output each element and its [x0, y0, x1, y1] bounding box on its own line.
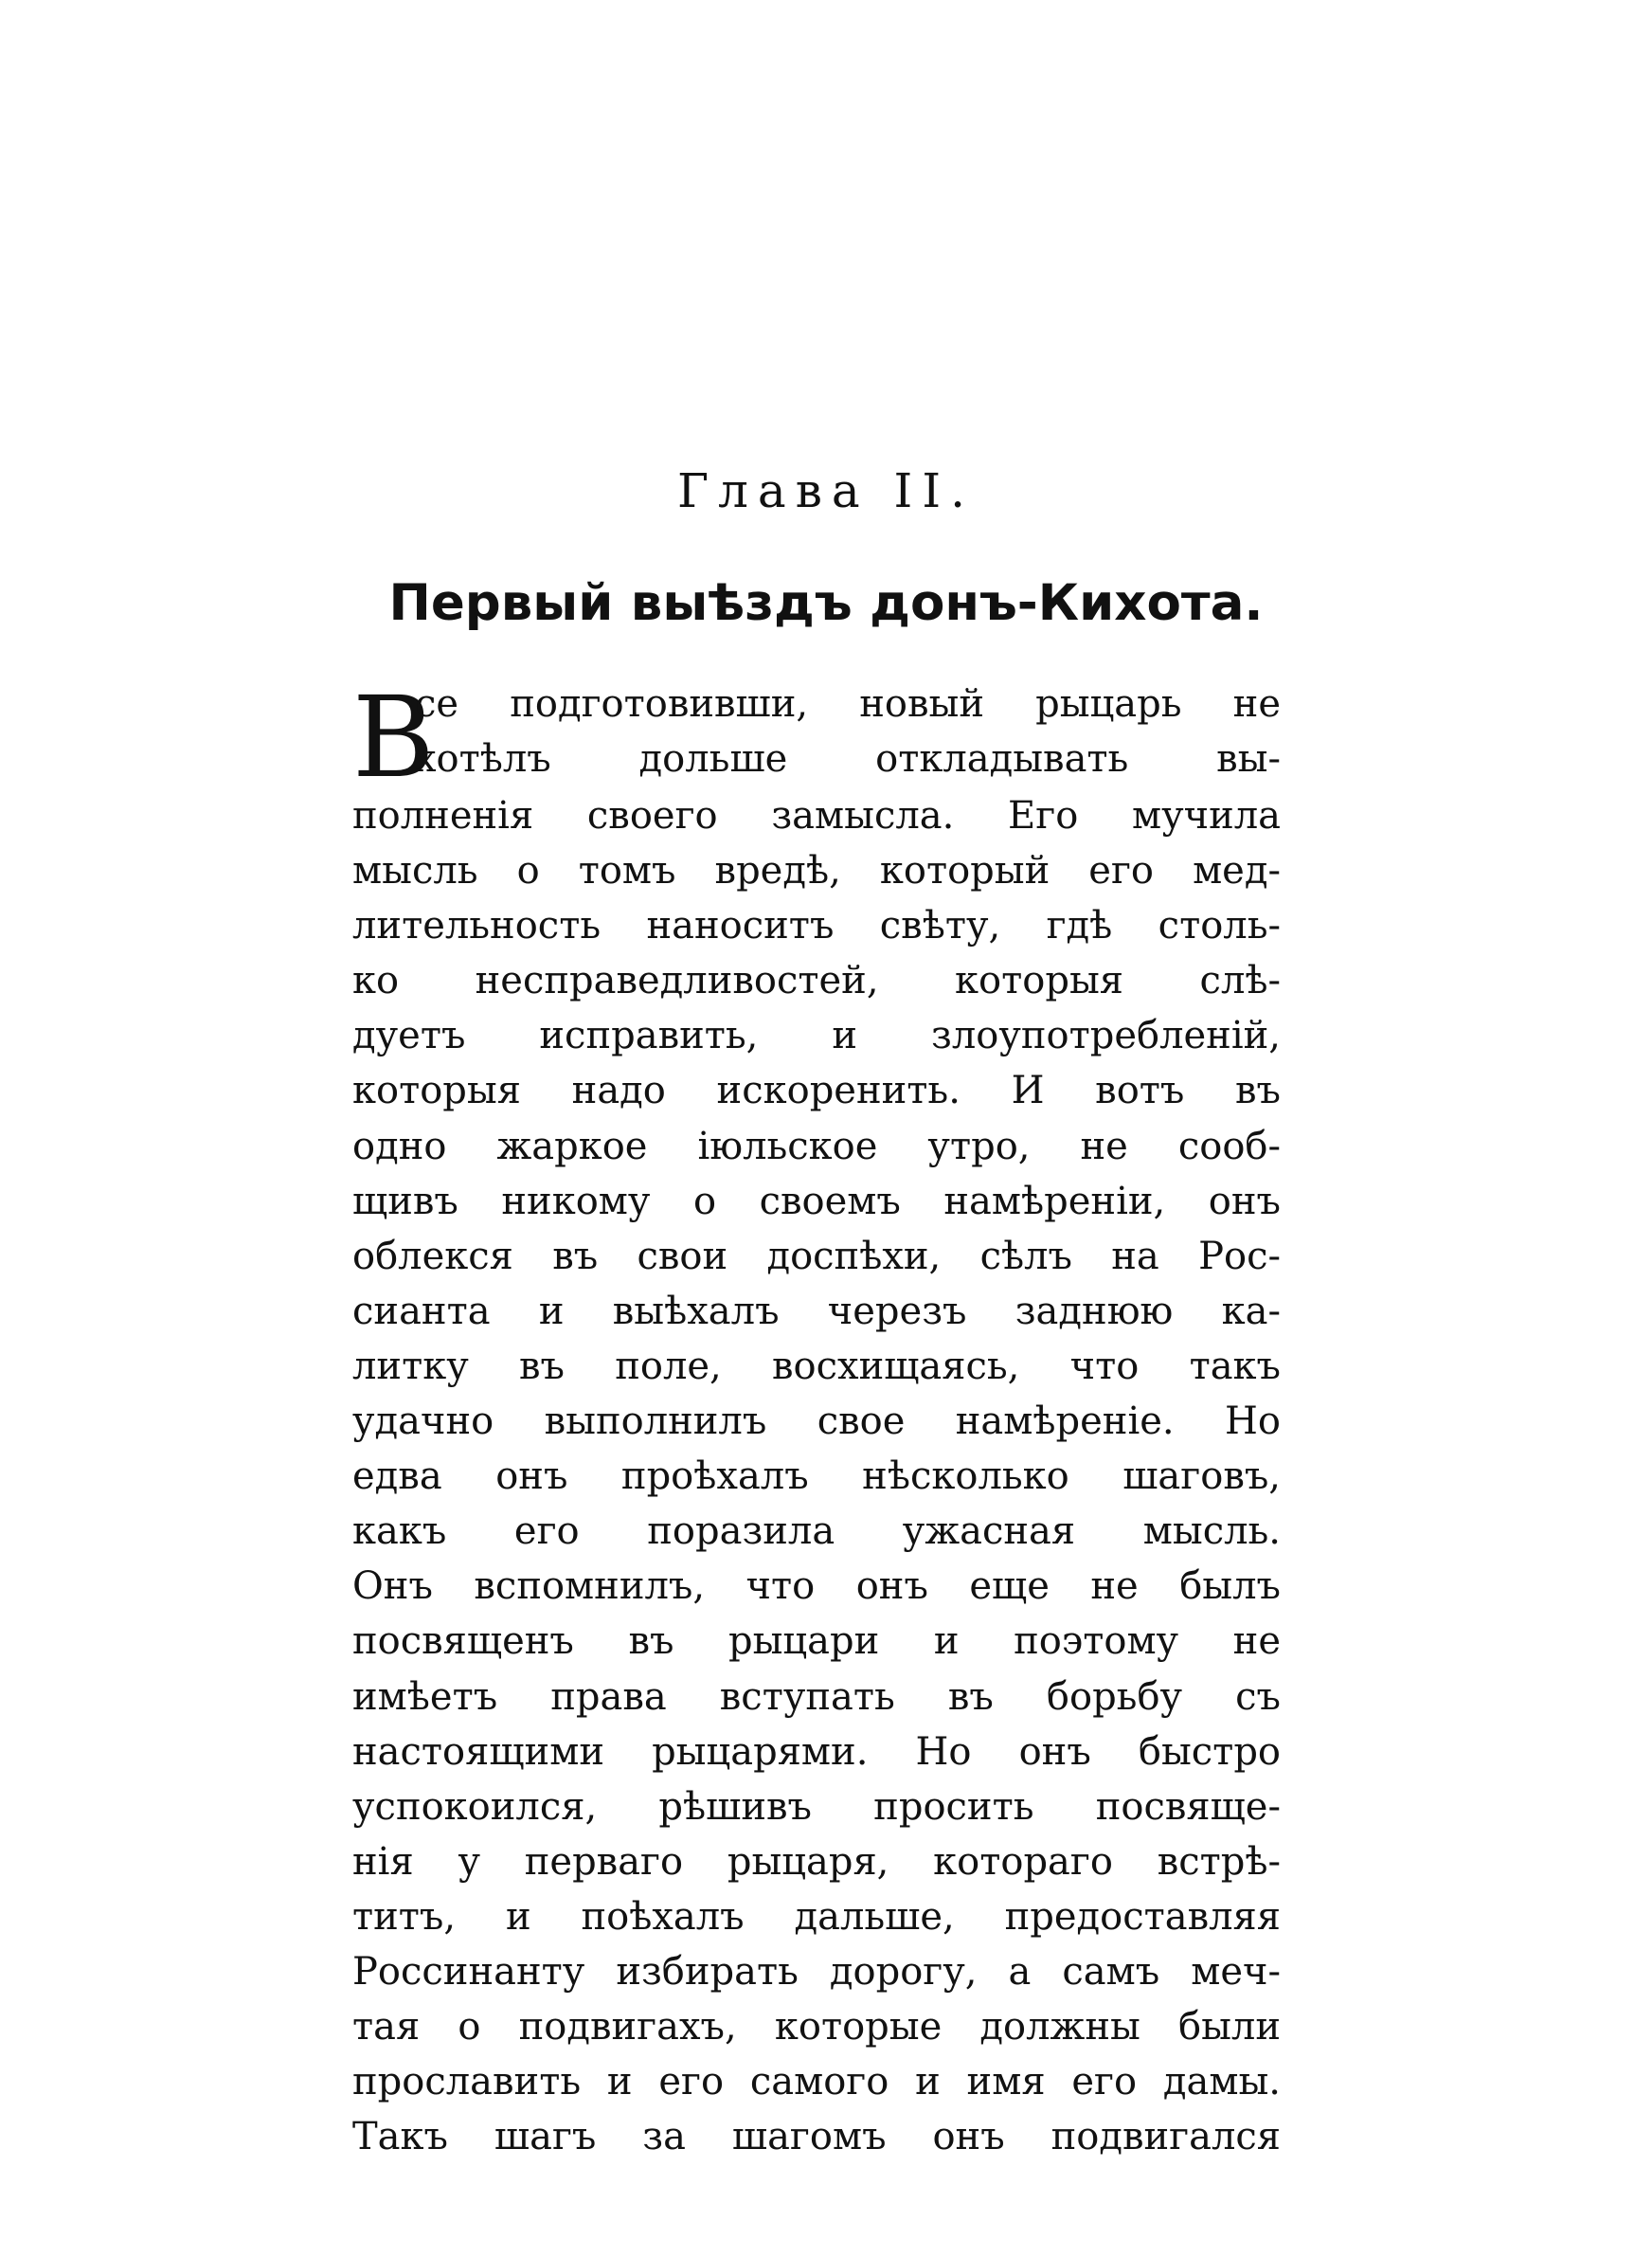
text-line: Такъ шагъ за шагомъ онъ подвигался	[352, 2115, 1281, 2159]
text-line: щивъ никому о своемъ намѣреніи, онъ	[352, 1179, 1281, 1223]
text-line: сианта и выѣхалъ черезъ заднюю ка-	[352, 1289, 1281, 1333]
opening-paragraph-start	[352, 672, 1281, 803]
text-line: имѣетъ права вступать въ борьбу съ	[352, 1674, 1281, 1719]
text-line: литку въ поле, восхищаясь, что такъ	[352, 1344, 1281, 1388]
text-line: какъ его поразила ужасная мысль.	[352, 1509, 1281, 1554]
text-line: мысль о томъ вредѣ, который его мед-	[352, 849, 1281, 894]
text-line: которыя надо искоренить. И вотъ въ	[352, 1069, 1281, 1113]
text-line: удачно выполнилъ свое намѣреніе. Но	[352, 1399, 1281, 1444]
text-line: ко несправедливостей, которыя слѣ-	[352, 959, 1281, 1003]
text-line: одно жаркое іюльское утро, не сооб-	[352, 1124, 1281, 1168]
text-line: Онъ вспомнилъ, что онъ еще не былъ	[352, 1564, 1281, 1609]
text-line: облекся въ свои доспѣхи, сѣлъ на Рос-	[352, 1234, 1281, 1278]
chapter-heading: Глава II.	[677, 463, 975, 518]
first-lines	[415, 677, 1281, 788]
chapter-title: Первый выѣздъ донъ-Кихота.	[388, 574, 1264, 632]
text-line: хотѣлъ дольше откладывать вы-	[415, 737, 1281, 782]
text-line: настоящими рыцарями. Но онъ быстро	[352, 1729, 1281, 1774]
text-line: тая о подвигахъ, которые должны были	[352, 2005, 1281, 2049]
drop-cap: В	[352, 672, 435, 803]
text-line: полненія своего замысла. Его мучила	[352, 794, 1281, 838]
text-line: прославить и его самого и имя его дамы.	[352, 2060, 1281, 2104]
text-line: Россинанту избирать дорогу, а самъ меч-	[352, 1949, 1281, 1994]
text-line: успокоился, рѣшивъ просить посвяще-	[352, 1784, 1281, 1829]
body-text	[352, 672, 1281, 2164]
text-line: дуетъ исправить, и злоупотребленій,	[352, 1014, 1281, 1058]
text-line: посвященъ въ рыцари и поэтому не	[352, 1619, 1281, 1664]
text-line: едва онъ проѣхалъ нѣсколько шаговъ,	[352, 1454, 1281, 1499]
text-line: нія у перваго рыцаря, котораго встрѣ-	[352, 1839, 1281, 1884]
text-line: лительность наноситъ свѣту, гдѣ столь-	[352, 904, 1281, 948]
text-line: титъ, и поѣхалъ дальше, предоставляя	[352, 1894, 1281, 1939]
text-line: се подготовивши, новый рыцарь не	[415, 682, 1281, 726]
